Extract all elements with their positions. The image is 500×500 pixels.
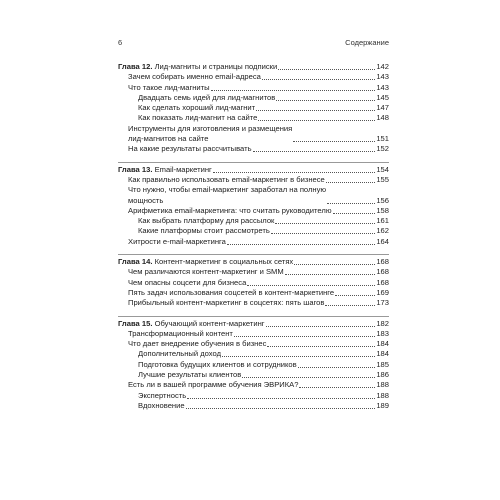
dot-leader	[253, 151, 376, 152]
chapter-heading[interactable]	[118, 165, 389, 175]
toc-entry[interactable]	[118, 391, 389, 401]
toc-entry[interactable]	[118, 124, 389, 145]
chapter-heading[interactable]	[118, 257, 389, 267]
toc-entry[interactable]	[118, 278, 389, 288]
entry-title: Двадцать семь идей для лид-магнитов	[138, 92, 276, 102]
entry-title: Хитрости e-mail-маркетинга	[128, 236, 226, 246]
dot-leader	[267, 346, 375, 347]
toc-entry[interactable]	[118, 401, 389, 411]
dot-leader	[258, 120, 375, 121]
toc-entry[interactable]	[118, 237, 389, 247]
entry-page-number: 168	[376, 277, 389, 287]
dot-leader	[242, 377, 375, 378]
entry-page-number: 162	[376, 226, 389, 236]
entry-page-number: 148	[376, 113, 389, 123]
entry-page-number: 189	[376, 400, 389, 410]
entry-page-number: 184	[376, 349, 389, 359]
toc-entry[interactable]	[118, 206, 389, 216]
entry-page-number: 186	[376, 370, 389, 380]
entry-title: Как правильно использовать email-маркетинг в бизнесе	[128, 174, 325, 184]
entry-title: Инструменты для изготовления и размещения лид-магнитов на сайте	[128, 123, 293, 144]
dot-leader	[271, 233, 376, 234]
dot-leader	[298, 367, 376, 368]
toc-entry[interactable]	[118, 83, 389, 93]
dot-leader	[222, 356, 375, 357]
dot-leader	[299, 387, 375, 388]
entry-title: Трансформационный контент	[128, 328, 233, 338]
dot-leader	[234, 336, 375, 337]
chapter-heading[interactable]	[118, 62, 389, 72]
dot-leader	[278, 69, 375, 70]
chapter-block	[118, 62, 389, 155]
chapter-heading[interactable]	[118, 319, 389, 329]
entry-page-number: 142	[376, 62, 389, 71]
entry-title: Чем опасны соцсети для бизнеса	[128, 277, 247, 287]
entry-page-number: 182	[376, 318, 389, 328]
entry-page-number: 185	[376, 359, 389, 369]
entry-title: Экспертность	[138, 390, 187, 400]
toc-entry[interactable]	[118, 103, 389, 113]
entry-page-number: 143	[376, 72, 389, 82]
entry-title: Какие платформы стоит рассмотреть	[138, 226, 270, 236]
entry-page-number: 188	[376, 390, 389, 400]
entry-page-number: 147	[376, 103, 389, 113]
dot-leader	[335, 295, 375, 296]
dot-leader	[262, 79, 375, 80]
dot-leader	[275, 223, 375, 224]
chapter-heading-text	[118, 165, 212, 175]
chapter-heading-text	[118, 319, 265, 329]
dot-leader	[326, 182, 376, 183]
entry-title: Дополнительный доход	[138, 349, 222, 359]
dot-leader	[327, 203, 375, 204]
toc-entry[interactable]	[118, 216, 389, 226]
toc-entry[interactable]	[118, 339, 389, 349]
entry-title: Чем различаются контент-маркетинг и SMM	[128, 267, 284, 277]
dot-leader	[294, 264, 375, 265]
toc-entry[interactable]	[118, 144, 389, 154]
dot-leader	[293, 141, 375, 142]
page-number: 6	[118, 38, 123, 47]
chapter-label: Глава 12.	[118, 62, 153, 71]
entry-page-number: 164	[376, 236, 389, 246]
entry-title: Как показать лид-магнит на сайте	[138, 113, 258, 123]
toc-entry[interactable]	[118, 113, 389, 123]
entry-title: Лучшие результаты клиентов	[138, 370, 242, 380]
chapter-label: Глава 13.	[118, 164, 153, 174]
toc-entry[interactable]	[118, 360, 389, 370]
toc-entry[interactable]	[118, 380, 389, 390]
chapter-block	[118, 316, 389, 412]
dot-leader	[187, 398, 375, 399]
toc-entry[interactable]	[118, 298, 389, 308]
toc-entry[interactable]	[118, 267, 389, 277]
entry-page-number: 173	[376, 298, 389, 308]
dot-leader	[211, 90, 376, 91]
chapter-title: Контент-маркетинг в социальных сетях	[154, 257, 294, 267]
chapter-title: Обучающий контент-маркетинг	[154, 318, 265, 328]
toc-entry[interactable]	[118, 175, 389, 185]
entry-page-number: 184	[376, 339, 389, 349]
entry-page-number: 151	[376, 134, 389, 144]
entry-title: Вдохновение	[138, 400, 185, 410]
chapter-title: Лид-магниты и страницы подписки	[154, 62, 278, 71]
entry-page-number: 143	[376, 82, 389, 92]
entry-title: Прибыльный контент-маркетинг в соцсетях: пять шагов	[128, 298, 325, 308]
toc-entry[interactable]	[118, 329, 389, 339]
entry-page-number: 158	[376, 205, 389, 215]
running-header	[118, 38, 389, 50]
table-of-contents	[118, 62, 389, 418]
entry-title: Пять задач использования соцсетей в контент-маркетинге	[128, 287, 335, 297]
entry-page-number: 188	[376, 380, 389, 390]
chapter-title: Email-маркетинг	[154, 164, 212, 174]
entry-page-number: 168	[376, 257, 389, 267]
dot-leader	[227, 244, 375, 245]
entry-page-number: 161	[376, 216, 389, 226]
entry-page-number: 154	[376, 164, 389, 174]
chapter-block	[118, 254, 389, 308]
entry-title: Подготовка будущих клиентов и сотрудников	[138, 359, 297, 369]
dot-leader	[186, 408, 376, 409]
entry-page-number: 183	[376, 328, 389, 338]
dot-leader	[256, 110, 375, 111]
dot-leader	[213, 172, 376, 173]
entry-title: Арифметика email-маркетинга: что считать руководителю	[128, 205, 332, 215]
entry-page-number: 155	[376, 174, 389, 184]
entry-page-number: 168	[376, 267, 389, 277]
toc-entry[interactable]	[118, 72, 389, 82]
entry-title: Что такое лид-магниты	[128, 82, 210, 92]
entry-page-number: 145	[376, 92, 389, 102]
toc-entry[interactable]	[118, 185, 389, 206]
toc-entry[interactable]	[118, 370, 389, 380]
dot-leader	[266, 326, 376, 327]
dot-leader	[285, 274, 376, 275]
entry-title: Что дает внедрение обучения в бизнес	[128, 339, 267, 349]
entry-page-number: 152	[376, 144, 389, 154]
dot-leader	[325, 305, 375, 306]
dot-leader	[333, 213, 376, 214]
entry-title: Есть ли в вашей программе обучения ЭВРИКА?	[128, 380, 299, 390]
chapter-label: Глава 15.	[118, 318, 153, 328]
entry-title: Как выбрать платформу для рассылок	[138, 216, 275, 226]
entry-title: На какие результаты рассчитывать	[128, 144, 252, 154]
chapter-block	[118, 162, 389, 247]
toc-entry[interactable]	[118, 226, 389, 236]
entry-title: Зачем собирать именно email-адреса	[128, 72, 261, 82]
chapter-label: Глава 14.	[118, 257, 153, 267]
section-name: Содержание	[345, 38, 389, 47]
entry-title: Как сделать хороший лид-магнит	[138, 103, 256, 113]
dot-leader	[247, 285, 375, 286]
chapter-heading-text	[118, 62, 277, 72]
entry-page-number: 169	[376, 287, 389, 297]
toc-entry[interactable]	[118, 349, 389, 359]
toc-entry[interactable]	[118, 93, 389, 103]
dot-leader	[276, 100, 375, 101]
chapter-heading-text	[118, 257, 293, 267]
entry-page-number: 156	[376, 195, 389, 205]
toc-entry[interactable]	[118, 288, 389, 298]
entry-title: Что нужно, чтобы email-маркетинг заработал на полную мощность	[128, 185, 327, 205]
